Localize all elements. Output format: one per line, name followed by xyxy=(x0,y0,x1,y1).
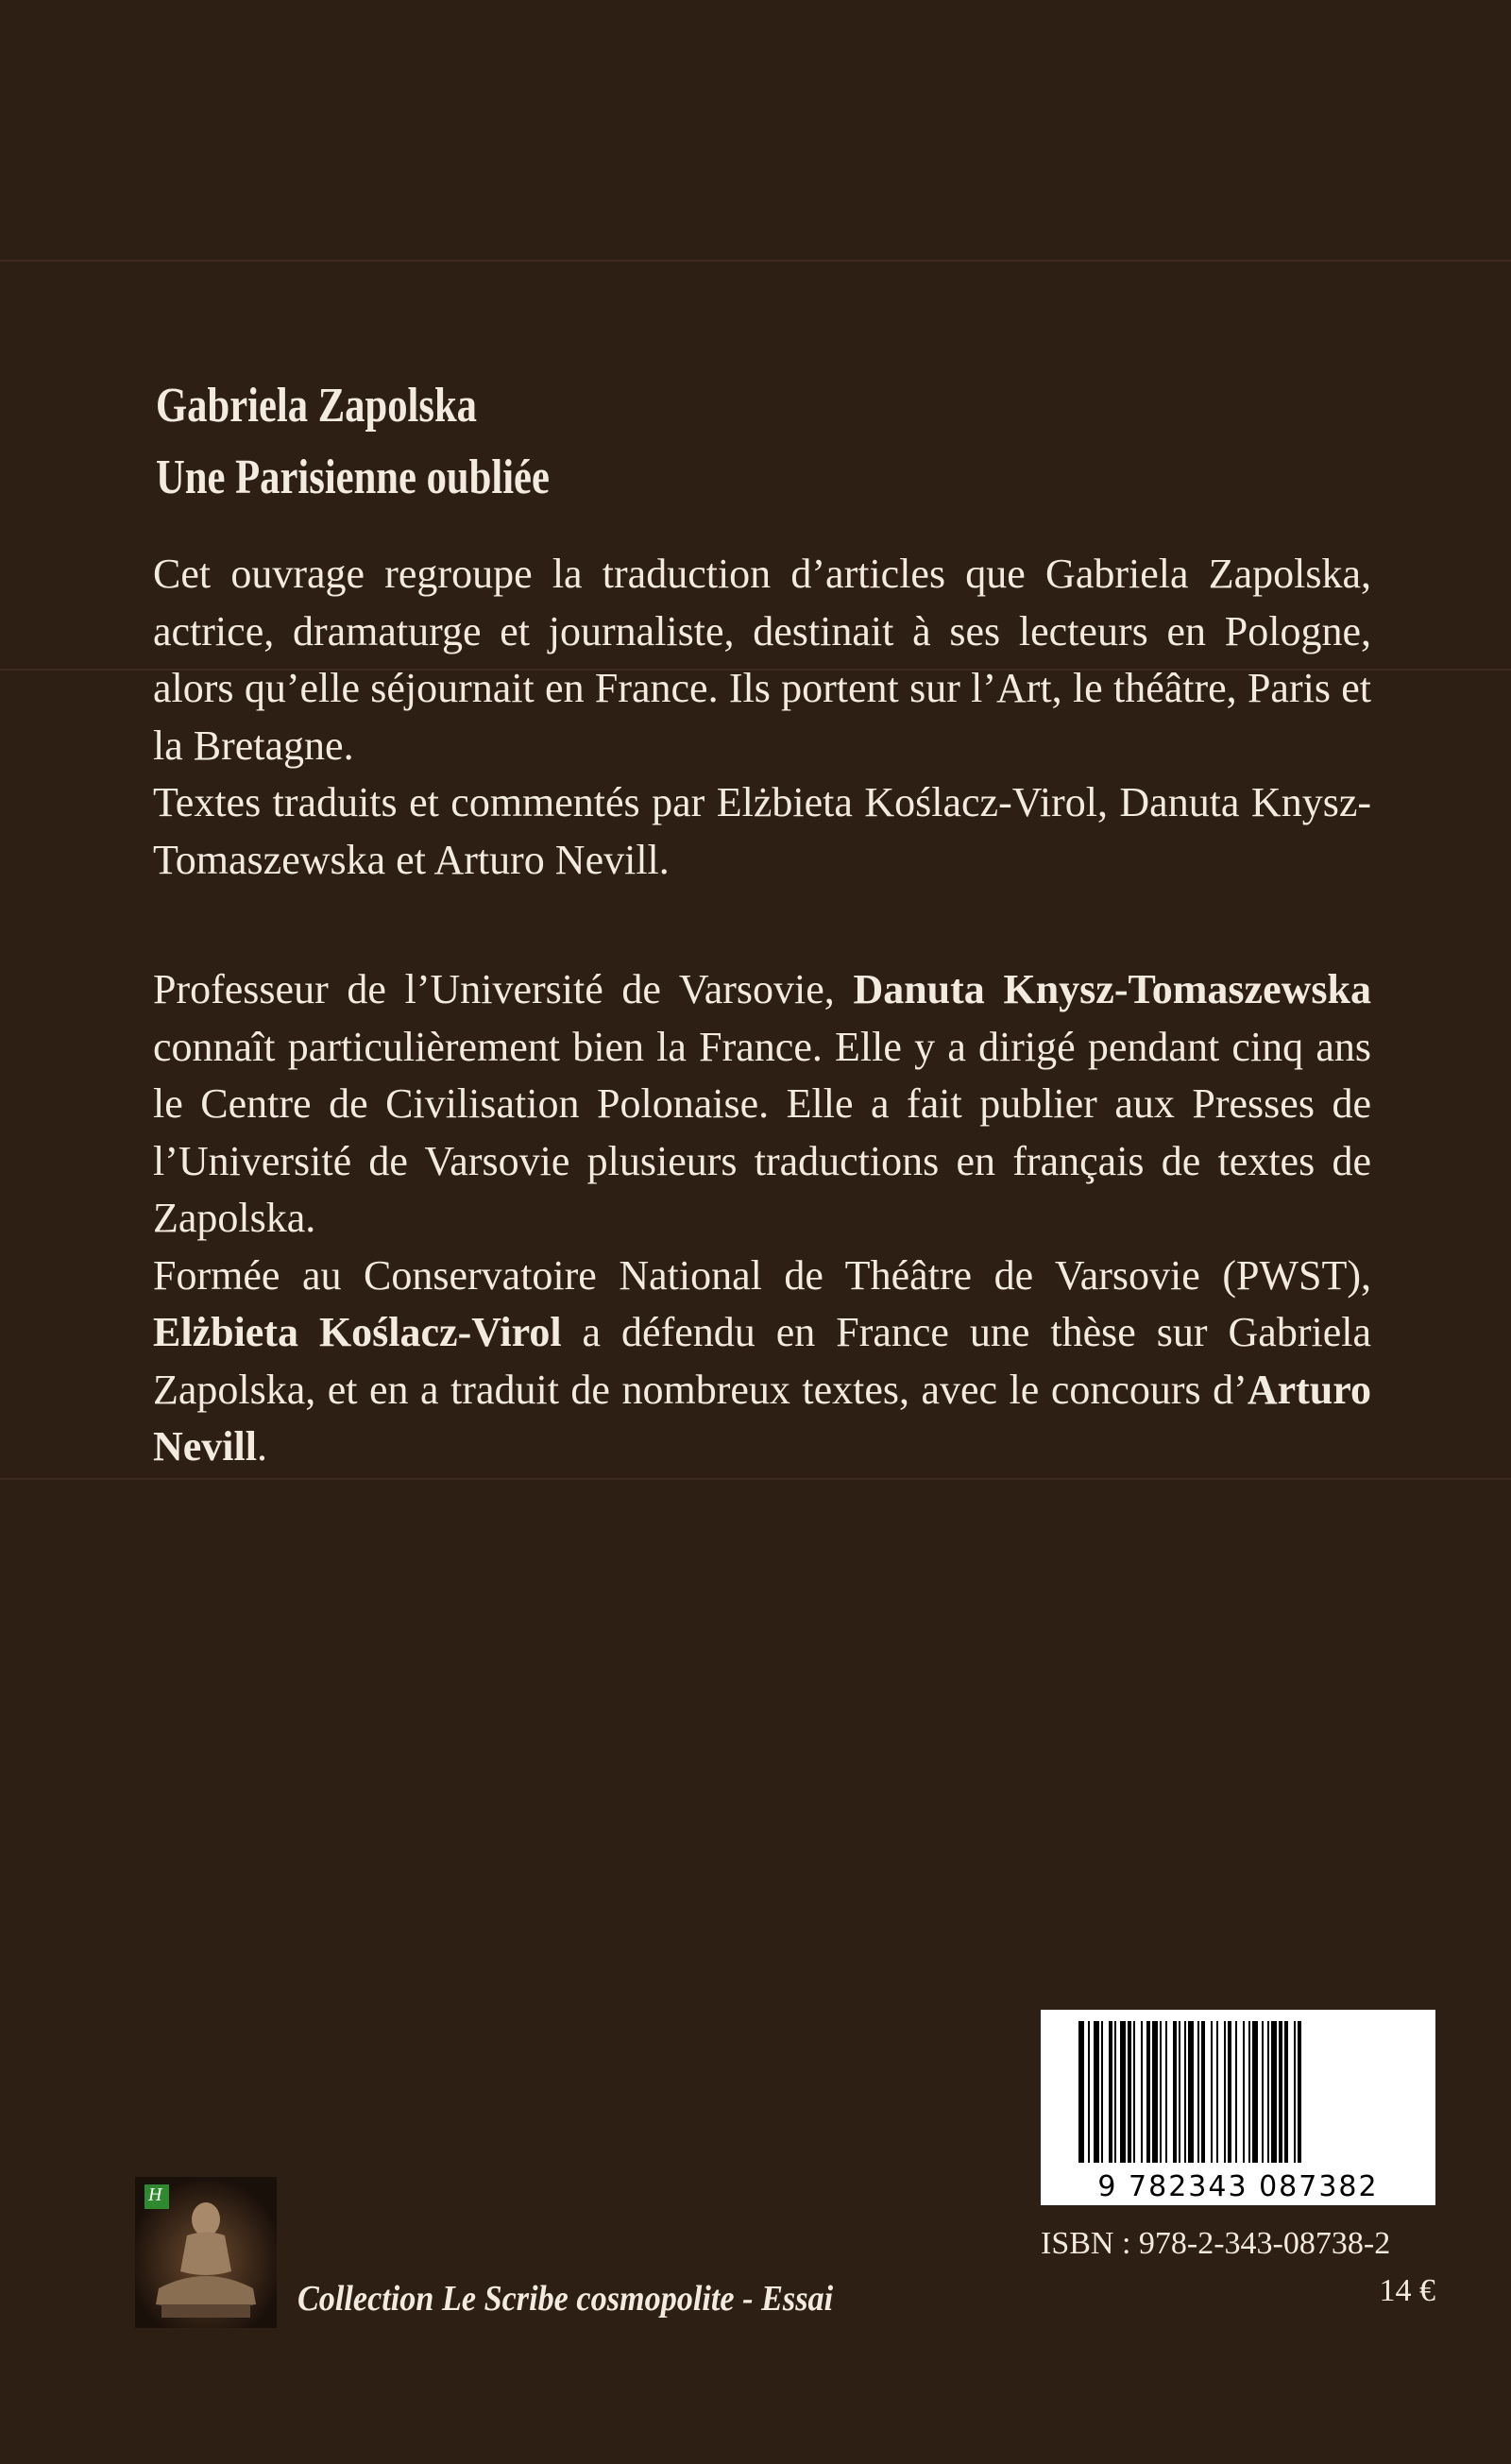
barcode-digits: 9 782343 087382 xyxy=(1097,2170,1379,2203)
barcode-bar xyxy=(1298,2021,1301,2163)
barcode-bar xyxy=(1160,2021,1162,2163)
barcode-bar xyxy=(1184,2021,1186,2163)
bio-text: Formée au Conservatoire National de Théâtre de Varsovie (PWST), xyxy=(153,1251,1371,1299)
barcode-bar xyxy=(1133,2021,1135,2163)
barcode-bar xyxy=(1146,2021,1150,2163)
isbn-number: ISBN : 978-2-343-08738-2 xyxy=(1041,2226,1391,2261)
barcode-bar xyxy=(1248,2021,1250,2163)
author-name: Gabriela Zapolska xyxy=(156,379,478,433)
barcode-bar xyxy=(1152,2021,1158,2163)
barcode-bar xyxy=(1114,2021,1116,2163)
barcode-bar xyxy=(1216,2021,1218,2163)
barcode-bar xyxy=(1262,2021,1264,2163)
barcode-bar xyxy=(1243,2021,1245,2163)
barcode-bar xyxy=(1078,2021,1084,2163)
authors-bio xyxy=(153,961,1371,1476)
blurb-paragraph: Cet ouvrage regroupe la traduction d’articles que Gabriela Zapolska, actrice, dramaturge et journaliste, destinait à ses lecteurs en Pologne, alors qu’elle séjournait en France. Ils portent sur l’Art, le théâtre, Paris et la Bretagne. xyxy=(153,551,1371,769)
barcode-bar xyxy=(1235,2021,1237,2163)
guide-line-top xyxy=(0,260,1511,262)
barcode-bar xyxy=(1228,2021,1231,2163)
barcode-bar xyxy=(1188,2021,1194,2163)
barcode-bar xyxy=(1173,2021,1177,2163)
barcode-bar xyxy=(1252,2021,1258,2163)
barcode-bar xyxy=(1120,2021,1126,2163)
guide-line-lower xyxy=(0,1478,1511,1480)
barcode-bar xyxy=(1224,2021,1226,2163)
bio-name: Arturo Nevill xyxy=(153,1366,1371,1470)
barcode-bar xyxy=(1294,2021,1296,2163)
price: 14 € xyxy=(1379,2273,1435,2308)
barcode-bar xyxy=(1267,2021,1269,2163)
book-title: Une Parisienne oubliée xyxy=(156,450,550,504)
barcode-bar xyxy=(1109,2021,1112,2163)
barcode-bar xyxy=(1141,2021,1143,2163)
barcode-bar xyxy=(1128,2021,1131,2163)
barcode-bar xyxy=(1197,2021,1199,2163)
bio-name: Elżbieta Koślacz-Virol xyxy=(153,1309,562,1355)
barcode-bar xyxy=(1094,2021,1099,2163)
bio-text: Professeur de l’Université de Varsovie, xyxy=(153,966,854,1012)
bio-text: connaît particulièrement bien la France. Elle y a dirigé pendant cinq ans le Centre de Civilisation Polonaise. Elle a fait publier aux Presses de l’Université de Varsovie plusieurs traductions en français de textes de Zapolska. xyxy=(153,1023,1371,1241)
barcode-bar xyxy=(1271,2021,1277,2163)
bio-paragraph-koslacz xyxy=(153,1248,1371,1476)
isbn-barcode xyxy=(1041,2010,1435,2205)
publisher-logo xyxy=(135,2177,277,2328)
barcode-bar xyxy=(1211,2021,1213,2163)
logo-mark: H xyxy=(148,2184,162,2205)
barcode-bar xyxy=(1284,2021,1288,2163)
barcode-bar xyxy=(1179,2021,1180,2163)
barcode-bar xyxy=(1165,2021,1167,2163)
barcode-bar xyxy=(1088,2021,1090,2163)
barcode-bar xyxy=(1101,2021,1103,2163)
barcode-bar xyxy=(1201,2021,1205,2163)
barcode-bar xyxy=(1279,2021,1282,2163)
bio-text: . xyxy=(256,1423,267,1470)
translators-paragraph: Textes traduits et commentés par Elżbieta Koślacz-Virol, Danuta Knysz-Tomaszewska et Arturo Nevill. xyxy=(153,779,1371,883)
bio-text: a défendu en France une thèse sur Gabriela Zapolska, et en a traduit de nombreux textes, avec le concours d’ xyxy=(153,1309,1371,1413)
blurb-text xyxy=(153,546,1371,889)
book-heading xyxy=(156,370,1384,514)
collection-name: Collection Le Scribe cosmopolite - Essai xyxy=(297,2279,834,2319)
bio-paragraph-knysz xyxy=(153,961,1371,1248)
bio-name: Danuta Knysz-Tomaszewska xyxy=(853,966,1371,1012)
